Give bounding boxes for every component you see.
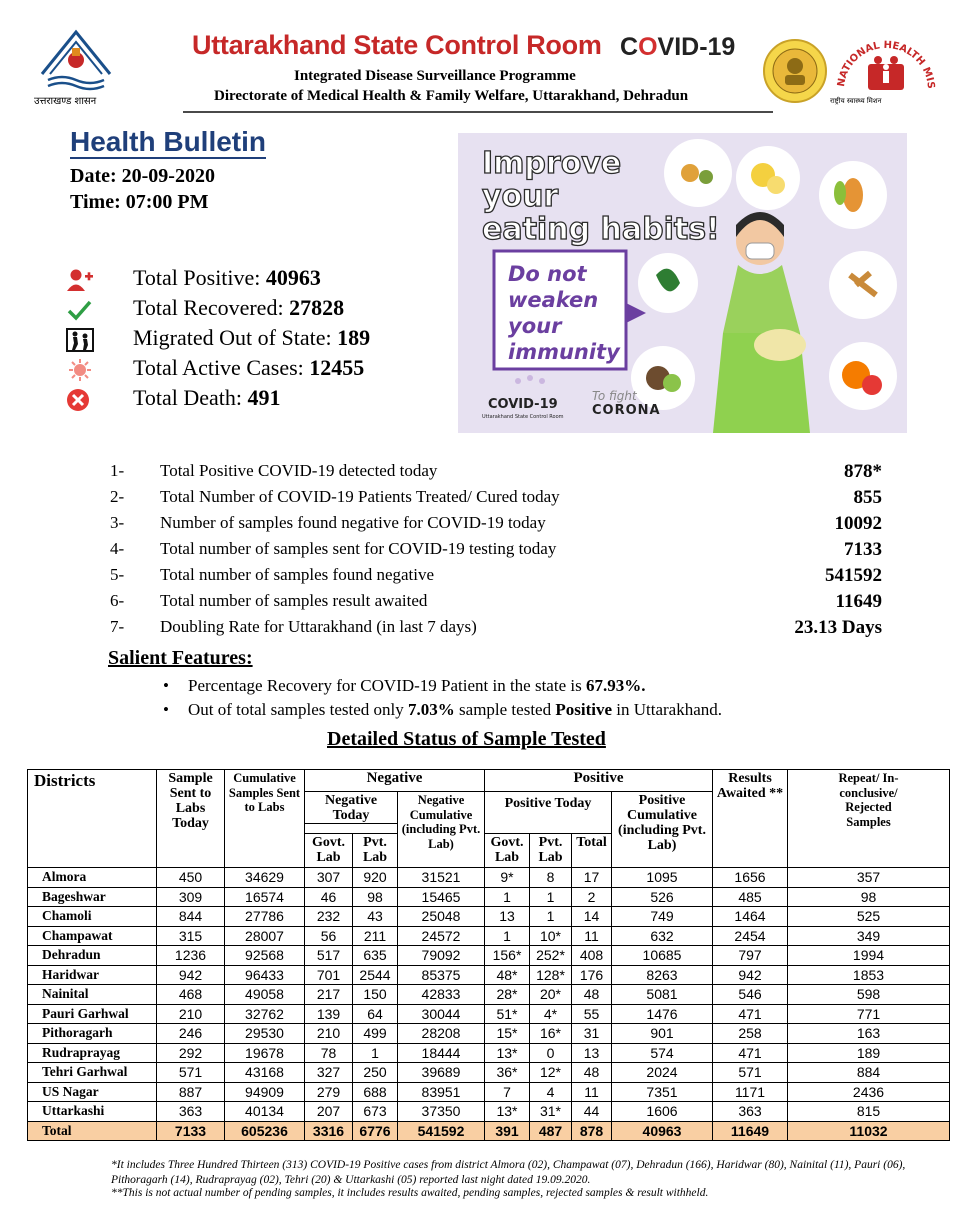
migrated-row (66, 325, 446, 355)
stat-value: 541592 (825, 565, 882, 586)
table-cell: 13 (572, 1043, 612, 1063)
positive-today-header: Positive Today (485, 792, 612, 834)
district-name: Pauri Garhwal (28, 1004, 157, 1024)
table-cell: 1 (530, 907, 572, 927)
district-row (28, 1102, 950, 1122)
directorate-subtitle: Directorate of Medical Health & Family Welfare, Uttarakhand, Dehradun (214, 88, 689, 104)
stat-text: Total number of samples result awaited (160, 591, 428, 610)
stat-row (110, 617, 890, 643)
table-cell: 40134 (225, 1102, 305, 1122)
table-cell: 3316 (305, 1121, 353, 1141)
table-cell: 78 (305, 1043, 353, 1063)
district-row (28, 1082, 950, 1102)
nhm-logo (830, 20, 940, 102)
district-name: Haridwar (28, 965, 157, 985)
poster-covid-logo: COVID-19 (488, 397, 558, 412)
govt-lab-header: Govt. Lab (305, 834, 353, 868)
table-cell: 1095 (612, 868, 713, 888)
table-cell: 39689 (398, 1063, 485, 1083)
table-cell: 598 (788, 985, 950, 1005)
table-cell: 13* (485, 1043, 530, 1063)
district-name: Pithoragarh (28, 1024, 157, 1044)
table-cell: 749 (612, 907, 713, 927)
sample-status-title: Detailed Status of Sample Tested (327, 728, 606, 750)
migration-icon (66, 328, 94, 352)
table-cell: 471 (713, 1004, 788, 1024)
stat-value: 855 (853, 487, 882, 508)
table-cell: 36* (485, 1063, 530, 1083)
positive-header: Positive (485, 770, 713, 792)
table-cell: 42833 (398, 985, 485, 1005)
table-cell: 517 (305, 946, 353, 966)
table-cell: 51* (485, 1004, 530, 1024)
table-cell: 357 (788, 868, 950, 888)
district-row (28, 946, 950, 966)
table-cell: 207 (305, 1102, 353, 1122)
table-cell: 210 (157, 1004, 225, 1024)
bulletin-date: Date: 20-09-2020 (70, 165, 215, 187)
table-cell: 942 (157, 965, 225, 985)
table-cell: 574 (612, 1043, 713, 1063)
total-death-row (66, 385, 446, 415)
table-cell: 1 (353, 1043, 398, 1063)
table-cell: 688 (353, 1082, 398, 1102)
district-name: Uttarkashi (28, 1102, 157, 1122)
table-cell: 1606 (612, 1102, 713, 1122)
table-cell: 7351 (612, 1082, 713, 1102)
stat-number: 3- (110, 513, 125, 532)
table-cell: 499 (353, 1024, 398, 1044)
footnote-double-asterisk: **This is not actual number of pending samples, it includes results awaited, pending samples, rejected samples & result withheld. (111, 1187, 709, 1199)
table-cell: 2544 (353, 965, 398, 985)
district-name: Total (28, 1121, 157, 1141)
table-cell: 55 (572, 1004, 612, 1024)
checkmark-icon (66, 298, 94, 322)
table-cell: 7133 (157, 1121, 225, 1141)
stat-number: 4- (110, 539, 125, 558)
table-cell: 884 (788, 1063, 950, 1083)
table-cell: 37350 (398, 1102, 485, 1122)
table-cell: 363 (157, 1102, 225, 1122)
table-cell: 487 (530, 1121, 572, 1141)
stat-value: 23.13 Days (794, 617, 882, 638)
table-cell: 85375 (398, 965, 485, 985)
table-cell: 279 (305, 1082, 353, 1102)
stat-text: Total number of samples sent for COVID-19 testing today (160, 539, 557, 558)
table-cell: 12* (530, 1063, 572, 1083)
ayush-seal-icon (762, 38, 828, 104)
poster-box-line-4: immunity (508, 340, 620, 364)
table-cell: 11 (572, 1082, 612, 1102)
district-name: Nainital (28, 985, 157, 1005)
table-cell: 526 (612, 887, 713, 907)
table-cell: 14 (572, 907, 612, 927)
active-cases-value: 12455 (309, 355, 365, 380)
virus-icon (66, 358, 94, 382)
table-cell: 349 (788, 926, 950, 946)
poster-box-line-1: Do not (508, 262, 587, 286)
districts-header: Districts (28, 770, 157, 868)
table-cell: 43 (353, 907, 398, 927)
district-row (28, 1043, 950, 1063)
table-cell: 8263 (612, 965, 713, 985)
district-name: US Nagar (28, 1082, 157, 1102)
table-cell: 15465 (398, 887, 485, 907)
table-cell: 1171 (713, 1082, 788, 1102)
total-row (28, 1121, 950, 1141)
sample-sent-header: Sample Sent to Labs Today (157, 770, 225, 868)
total-positive-value: 40963 (265, 265, 321, 290)
positivity-percent: 7.03% (408, 700, 455, 719)
stat-row (110, 461, 890, 487)
stat-value: 878* (844, 461, 882, 482)
bullet-text: sample tested (454, 700, 556, 719)
table-cell: 10685 (612, 946, 713, 966)
table-cell: 48 (572, 1063, 612, 1083)
total-header: Total (572, 834, 612, 868)
table-cell: 11032 (788, 1121, 950, 1141)
bulletin-time: Time: 07:00 PM (70, 191, 209, 213)
table-cell: 246 (157, 1024, 225, 1044)
header-divider (183, 111, 773, 113)
table-cell: 56 (305, 926, 353, 946)
table-cell: 16574 (225, 887, 305, 907)
nhm-hindi-text: राष्ट्रीय स्वास्थ्य मिशन (830, 97, 882, 105)
table-cell: 797 (713, 946, 788, 966)
negative-cumulative-header: Negative Cumulative (including Pvt. Lab) (398, 792, 485, 868)
table-cell: 252* (530, 946, 572, 966)
table-cell: 4* (530, 1004, 572, 1024)
table-cell: 632 (612, 926, 713, 946)
table-cell: 1656 (713, 868, 788, 888)
stat-text: Total number of samples found negative (160, 565, 435, 584)
stat-text: Total Positive COVID-19 detected today (160, 461, 438, 480)
table-cell: 27786 (225, 907, 305, 927)
table-cell: 471 (713, 1043, 788, 1063)
poster-line-2: your (482, 179, 559, 214)
table-cell: 32762 (225, 1004, 305, 1024)
table-cell: 2436 (788, 1082, 950, 1102)
table-cell: 1853 (788, 965, 950, 985)
stat-row (110, 591, 890, 617)
district-row (28, 907, 950, 927)
stat-row (110, 487, 890, 513)
table-cell: 24572 (398, 926, 485, 946)
table-cell: 1 (485, 926, 530, 946)
table-cell: 2454 (713, 926, 788, 946)
table-cell: 29530 (225, 1024, 305, 1044)
stat-row (110, 539, 890, 565)
table-cell: 30044 (398, 1004, 485, 1024)
stat-row (110, 565, 890, 591)
table-cell: 309 (157, 887, 225, 907)
table-cell: 79092 (398, 946, 485, 966)
sample-status-table (27, 769, 950, 1141)
table-cell: 1236 (157, 946, 225, 966)
table-cell: 307 (305, 868, 353, 888)
table-cell: 391 (485, 1121, 530, 1141)
table-cell: 673 (353, 1102, 398, 1122)
table-cell: 83951 (398, 1082, 485, 1102)
table-cell: 232 (305, 907, 353, 927)
table-cell: 541592 (398, 1121, 485, 1141)
stat-number: 1- (110, 461, 125, 480)
stat-row (110, 513, 890, 539)
table-cell: 98 (788, 887, 950, 907)
table-cell: 635 (353, 946, 398, 966)
negative-today-header: Negative Today (305, 792, 398, 824)
table-cell: 1 (485, 887, 530, 907)
table-cell: 150 (353, 985, 398, 1005)
table-cell: 176 (572, 965, 612, 985)
table-cell: 44 (572, 1102, 612, 1122)
table-cell: 878 (572, 1121, 612, 1141)
table-cell: 48* (485, 965, 530, 985)
district-row (28, 1024, 950, 1044)
table-cell: 2024 (612, 1063, 713, 1083)
district-name: Tehri Garhwal (28, 1063, 157, 1083)
table-cell: 211 (353, 926, 398, 946)
nhm-ring-text: NATIONAL HEALTH MIS (836, 39, 937, 89)
table-cell: 6776 (353, 1121, 398, 1141)
table-cell: 571 (157, 1063, 225, 1083)
table-cell: 605236 (225, 1121, 305, 1141)
table-cell: 18444 (398, 1043, 485, 1063)
govt-lab-header: Govt. Lab (485, 834, 530, 868)
stat-text: Total Number of COVID-19 Patients Treated/ Cured today (160, 487, 560, 506)
table-cell: 363 (713, 1102, 788, 1122)
salient-features-title: Salient Features: (108, 647, 253, 669)
table-cell: 20* (530, 985, 572, 1005)
table-cell: 1464 (713, 907, 788, 927)
table-cell: 13 (485, 907, 530, 927)
pvt-lab-header: Pvt. Lab (353, 834, 398, 868)
table-cell: 43168 (225, 1063, 305, 1083)
total-death-label: Total Death: (133, 385, 248, 410)
table-cell: 844 (157, 907, 225, 927)
repeat-header: Repeat/ In-conclusive/ Rejected Samples (788, 770, 950, 868)
stat-value: 10092 (834, 513, 882, 534)
table-cell: 10* (530, 926, 572, 946)
table-cell: 28208 (398, 1024, 485, 1044)
district-row (28, 887, 950, 907)
table-cell: 34629 (225, 868, 305, 888)
stat-number: 2- (110, 487, 125, 506)
district-row (28, 1004, 950, 1024)
table-cell: 468 (157, 985, 225, 1005)
table-cell: 525 (788, 907, 950, 927)
table-cell: 15* (485, 1024, 530, 1044)
stat-number: 6- (110, 591, 125, 610)
cumulative-samples-header: Cumulative Samples Sent to Labs (225, 770, 305, 868)
table-cell: 571 (713, 1063, 788, 1083)
positive-word: Positive (555, 700, 612, 719)
results-awaited-header: Results Awaited ** (713, 770, 788, 868)
poster-line-1: Improve (482, 146, 622, 181)
stat-number: 5- (110, 565, 125, 584)
stat-text: Doubling Rate for Uttarakhand (in last 7 days) (160, 617, 477, 636)
table-cell: 40963 (612, 1121, 713, 1141)
immunity-poster (458, 133, 907, 433)
table-cell: 7 (485, 1082, 530, 1102)
table-cell: 96433 (225, 965, 305, 985)
poster-corona-text: CORONA (592, 403, 661, 418)
table-cell: 11649 (713, 1121, 788, 1141)
table-cell: 49058 (225, 985, 305, 1005)
poster-box-line-3: your (508, 314, 562, 338)
table-cell: 292 (157, 1043, 225, 1063)
migrated-value: 189 (337, 325, 371, 350)
bullet-text: in Uttarakhand. (612, 700, 722, 719)
table-cell: 31 (572, 1024, 612, 1044)
table-cell: 8 (530, 868, 572, 888)
table-cell: 31* (530, 1102, 572, 1122)
table-cell: 5081 (612, 985, 713, 1005)
district-name: Bageshwar (28, 887, 157, 907)
migrated-label: Migrated Out of State: (133, 325, 338, 350)
total-positive-row (66, 265, 446, 295)
table-cell: 771 (788, 1004, 950, 1024)
table-cell: 1476 (612, 1004, 713, 1024)
active-cases-label: Total Active Cases: (133, 355, 310, 380)
cross-circle-icon (66, 388, 94, 412)
district-name: Champawat (28, 926, 157, 946)
stat-number: 7- (110, 617, 125, 636)
district-row (28, 985, 950, 1005)
poster-line-3: eating habits! (482, 212, 720, 247)
stat-value: 7133 (844, 539, 882, 560)
table-cell: 701 (305, 965, 353, 985)
district-name: Dehradun (28, 946, 157, 966)
negative-header: Negative (305, 770, 485, 792)
table-cell: 16* (530, 1024, 572, 1044)
health-bulletin-title: Health Bulletin (70, 126, 267, 157)
district-name: Almora (28, 868, 157, 888)
table-cell: 408 (572, 946, 612, 966)
table-cell: 92568 (225, 946, 305, 966)
table-cell: 315 (157, 926, 225, 946)
table-cell: 17 (572, 868, 612, 888)
table-cell: 2 (572, 887, 612, 907)
table-cell: 4 (530, 1082, 572, 1102)
table-cell: 901 (612, 1024, 713, 1044)
table-cell: 210 (305, 1024, 353, 1044)
covid-logo-text: COVID-19 (620, 33, 736, 61)
footnote-asterisk: *It includes Three Hundred Thirteen (313) COVID-19 Positive cases from district Almora (02), Champawat (07), Dehradun (166), Haridwar (80), Nainital (11), Pauri (06), Pithoragarh (14), Rudraprayag (02), Tehri (20) & Uttarkashi (05) reported last night dated 19.09.2020. (111, 1159, 906, 1186)
table-cell: 25048 (398, 907, 485, 927)
district-row (28, 926, 950, 946)
table-cell: 13* (485, 1102, 530, 1122)
table-cell: 9* (485, 868, 530, 888)
total-recovered-row (66, 295, 446, 325)
table-cell: 189 (788, 1043, 950, 1063)
district-name: Rudraprayag (28, 1043, 157, 1063)
total-positive-label: Total Positive: (133, 265, 266, 290)
table-cell: 163 (788, 1024, 950, 1044)
table-cell: 546 (713, 985, 788, 1005)
poster-fight-text: To fight (592, 389, 637, 403)
bullet-text: Percentage Recovery for COVID-19 Patient in the state is (188, 676, 586, 695)
table-cell: 19678 (225, 1043, 305, 1063)
active-cases-row (66, 355, 446, 385)
table-cell: 46 (305, 887, 353, 907)
pvt-lab-header: Pvt. Lab (530, 834, 572, 868)
table-cell: 48 (572, 985, 612, 1005)
stat-text: Number of samples found negative for COVID-19 today (160, 513, 546, 532)
table-cell: 920 (353, 868, 398, 888)
recovery-percent: 67.93%. (585, 676, 646, 695)
district-row (28, 1063, 950, 1083)
bullet-text: Out of total samples tested only (188, 700, 409, 719)
positive-cumulative-header: Positive Cumulative (including Pvt. Lab) (612, 792, 713, 868)
district-row (28, 868, 950, 888)
total-recovered-label: Total Recovered: (133, 295, 290, 320)
table-cell: 98 (353, 887, 398, 907)
poster-box-line-2: weaken (508, 288, 599, 312)
govt-emblem (38, 26, 114, 94)
table-cell: 28* (485, 985, 530, 1005)
control-room-title: Uttarakhand State Control Room (192, 30, 602, 60)
table-cell: 250 (353, 1063, 398, 1083)
table-cell: 1994 (788, 946, 950, 966)
table-cell: 887 (157, 1082, 225, 1102)
table-cell: 28007 (225, 926, 305, 946)
table-cell: 31521 (398, 868, 485, 888)
total-death-value: 491 (247, 385, 281, 410)
table-cell: 942 (713, 965, 788, 985)
district-row (28, 965, 950, 985)
stat-value: 11649 (835, 591, 882, 612)
table-cell: 327 (305, 1063, 353, 1083)
table-cell: 217 (305, 985, 353, 1005)
idsp-subtitle: Integrated Disease Surveillance Programme (294, 68, 576, 84)
table-cell: 139 (305, 1004, 353, 1024)
table-cell: 815 (788, 1102, 950, 1122)
total-recovered-value: 27828 (289, 295, 345, 320)
table-cell: 450 (157, 868, 225, 888)
district-name: Chamoli (28, 907, 157, 927)
person-plus-icon (66, 268, 94, 292)
table-cell: 485 (713, 887, 788, 907)
table-cell: 64 (353, 1004, 398, 1024)
table-cell: 0 (530, 1043, 572, 1063)
govt-logo-text: उत्तराखण्ड शासन (34, 96, 97, 107)
table-cell: 128* (530, 965, 572, 985)
table-cell: 1 (530, 887, 572, 907)
poster-covid-sub: Uttarakhand State Control Room (482, 414, 564, 420)
table-cell: 156* (485, 946, 530, 966)
table-cell: 258 (713, 1024, 788, 1044)
table-cell: 94909 (225, 1082, 305, 1102)
table-cell: 11 (572, 926, 612, 946)
